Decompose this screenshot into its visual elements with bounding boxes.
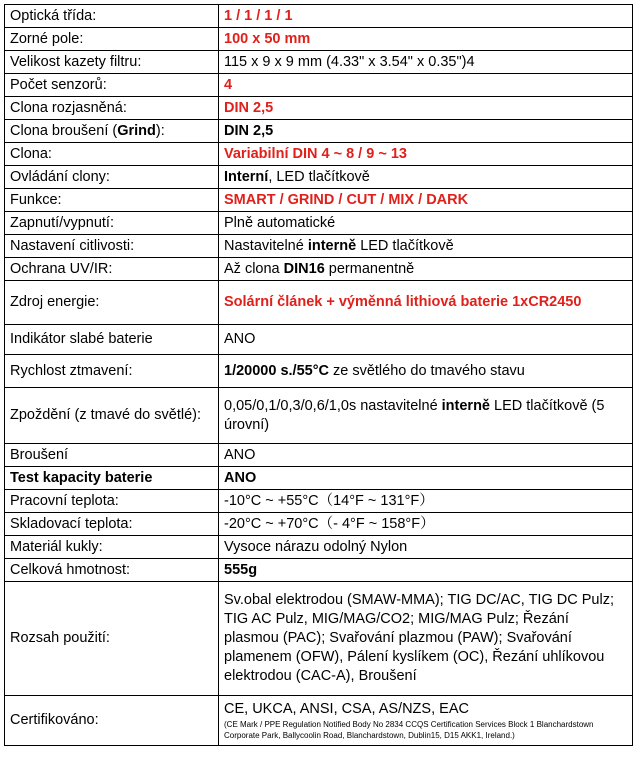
spec-value-part: -20°C ~ +70°C（- 4°F ~ 158°F） (224, 515, 435, 532)
spec-label-text: Počet senzorů: (10, 76, 107, 93)
spec-value (219, 189, 633, 212)
spec-label (5, 28, 219, 51)
spec-row (5, 97, 633, 120)
spec-label-text: Rychlost ztmavení: (10, 362, 133, 379)
spec-label-part: ): (155, 122, 165, 139)
spec-value-part: Solární článek + výměnná lithiová baterie 1xCR2450 (224, 294, 582, 310)
spec-label (5, 258, 219, 281)
spec-value-part: DIN 2,5 (224, 99, 274, 116)
spec-value-part: 0,05/0,1/0,3/0,6/1,0s nastavitelné (224, 397, 442, 414)
spec-row (5, 235, 633, 258)
spec-row (5, 355, 633, 388)
spec-value-part: DIN 2,5 (224, 122, 274, 139)
spec-row (5, 258, 633, 281)
spec-value-part: 1/20000 s./55°C (224, 362, 329, 379)
spec-value (219, 696, 633, 746)
spec-row (5, 696, 633, 746)
spec-row (5, 467, 633, 490)
spec-row (5, 166, 633, 189)
spec-row (5, 5, 633, 28)
spec-value-part: 4 (224, 76, 233, 93)
spec-value-part: 555g (224, 561, 258, 578)
spec-value (219, 5, 633, 28)
spec-value (219, 513, 633, 536)
spec-value-part: interně (441, 397, 490, 414)
spec-value-part: 100 x 50 mm (224, 30, 311, 47)
spec-value-part: Plně automatické (224, 214, 336, 231)
spec-value (219, 28, 633, 51)
spec-label-text: Celková hmotnost: (10, 561, 131, 578)
spec-label-text: Ochrana UV/IR: (10, 260, 113, 277)
spec-label (5, 696, 219, 746)
spec-value-part: ze světlého do tmavého stavu (328, 362, 525, 379)
spec-label (5, 536, 219, 559)
spec-label-text: Clona rozjasněná: (10, 99, 127, 116)
spec-row (5, 582, 633, 696)
spec-label-text: Velikost kazety filtru: (10, 53, 142, 70)
spec-label-part: Clona broušení ( (10, 122, 118, 139)
spec-label-text: Skladovací teplota: (10, 515, 133, 532)
spec-value (219, 74, 633, 97)
spec-value (219, 388, 633, 444)
spec-value (219, 166, 633, 189)
spec-value-part: CE, UKCA, ANSI, CSA, AS/NZS, EAC (224, 701, 469, 717)
spec-label (5, 325, 219, 355)
spec-value-part: , LED tlačítkově (268, 168, 370, 185)
spec-value (219, 235, 633, 258)
spec-label (5, 97, 219, 120)
spec-label (5, 355, 219, 388)
spec-value (219, 97, 633, 120)
spec-label (5, 467, 219, 490)
spec-value-part: 115 x 9 x 9 mm (4.33" x 3.54" x 0.35")4 (224, 53, 475, 70)
spec-value (219, 355, 633, 388)
spec-row (5, 444, 633, 467)
spec-label (5, 490, 219, 513)
spec-row (5, 74, 633, 97)
spec-label-text: Zdroj energie: (10, 294, 100, 310)
spec-value-part: Až clona (224, 260, 284, 277)
spec-row (5, 28, 633, 51)
spec-label-text: Zorné pole: (10, 30, 84, 47)
spec-label-text: Broušení (10, 446, 69, 463)
spec-row (5, 120, 633, 143)
spec-label (5, 235, 219, 258)
spec-label (5, 143, 219, 166)
spec-row (5, 143, 633, 166)
spec-label (5, 444, 219, 467)
spec-value-part: -10°C ~ +55°C（14°F ~ 131°F） (224, 492, 434, 509)
spec-label-text: Zpoždění (z tmavé do světlé): (10, 407, 201, 423)
spec-value-part: interně (307, 237, 357, 254)
spec-label-text: Funkce: (10, 191, 62, 208)
spec-value-part: Sv.obal elektrodou (SMAW-MMA); TIG DC/AC, TIG DC Pulz; TIG AC Pulz, MIG/MAG/CO2; MIG/MAG Pulz; Řezání plasmou (PAC); Svařování plazmou (PAW); Svařování plamenem (OFW), Pálení kyslíkem (OC), Řezání uhlíkovou elektrodou (CAC-A), Broušení (224, 592, 614, 684)
spec-value (219, 258, 633, 281)
spec-label (5, 51, 219, 74)
spec-row (5, 536, 633, 559)
certification-note: (CE Mark / PPE Regulation Notified Body No 2834 CCQS Certification Services Block 1 Blanchardstown Corporate Park, Ballycoolin Road, Blanchardstown, Dublin15, D15 AKK1, Ireland.) (224, 720, 594, 740)
spec-row (5, 490, 633, 513)
spec-row (5, 325, 633, 355)
spec-label (5, 212, 219, 235)
spec-label-text: Optická třída: (10, 7, 97, 24)
spec-label-part: Test kapacity baterie (10, 469, 153, 486)
spec-row (5, 189, 633, 212)
spec-row (5, 212, 633, 235)
spec-label-text: Pracovní teplota: (10, 492, 119, 509)
spec-value-part: ANO (224, 469, 257, 486)
spec-value (219, 536, 633, 559)
spec-label (5, 281, 219, 325)
spec-value (219, 120, 633, 143)
spec-label (5, 5, 219, 28)
spec-label-text: Certifikováno: (10, 712, 99, 728)
spec-value-part: Vysoce nárazu odolný Nylon (224, 538, 408, 555)
spec-label-text: Ovládání clony: (10, 168, 110, 185)
spec-label (5, 559, 219, 582)
spec-value (219, 490, 633, 513)
spec-value (219, 582, 633, 696)
spec-value-part: Variabilní DIN 4 ~ 8 / 9 ~ 13 (224, 145, 407, 162)
spec-label (5, 120, 219, 143)
spec-label-text: Materiál kukly: (10, 538, 103, 555)
spec-value (219, 559, 633, 582)
spec-value-part: DIN16 (283, 260, 325, 277)
spec-label (5, 189, 219, 212)
spec-label (5, 166, 219, 189)
spec-value (219, 325, 633, 355)
spec-label (5, 388, 219, 444)
spec-label-part: Grind (117, 122, 156, 139)
spec-row (5, 513, 633, 536)
spec-value-part: Interní (224, 168, 269, 185)
spec-value-part: LED tlačítkově (5 úrovní) (224, 397, 605, 433)
spec-value (219, 212, 633, 235)
spec-value (219, 51, 633, 74)
spec-row (5, 281, 633, 325)
spec-table-body (5, 5, 633, 746)
spec-label-text: Clona: (10, 145, 52, 162)
spec-label-text: Nastavení citlivosti: (10, 237, 135, 254)
spec-value-part: LED tlačítkově (356, 237, 454, 254)
spec-value-part: Nastavitelné (224, 237, 308, 254)
spec-label (5, 74, 219, 97)
spec-value-part: ANO (224, 446, 256, 463)
spec-value (219, 444, 633, 467)
spec-table (4, 4, 633, 746)
spec-label (5, 582, 219, 696)
spec-value (219, 467, 633, 490)
spec-row (5, 388, 633, 444)
spec-row (5, 559, 633, 582)
spec-value (219, 281, 633, 325)
spec-row (5, 51, 633, 74)
spec-label-text: Indikátor slabé baterie (10, 331, 153, 347)
spec-value-part: permanentně (324, 260, 415, 277)
spec-value-part: ANO (224, 331, 256, 347)
spec-value (219, 143, 633, 166)
spec-value-part: SMART / GRIND / CUT / MIX / DARK (224, 191, 469, 208)
spec-label-text: Zapnutí/vypnutí: (10, 214, 114, 231)
spec-label (5, 513, 219, 536)
spec-label-text: Rozsah použití: (10, 630, 110, 646)
spec-value-part: 1 / 1 / 1 / 1 (224, 7, 293, 24)
